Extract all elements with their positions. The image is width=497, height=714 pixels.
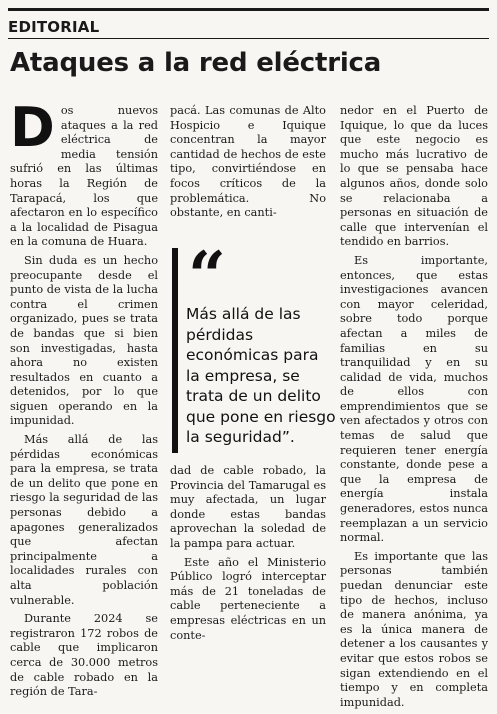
headline: Ataques a la red eléctrica [10, 48, 382, 78]
section-label: EDITORIAL [8, 18, 100, 36]
paragraph: Durante 2024 se registraron 172 robos de cable que implicaron cerca de 30.000 metros de cable robado en la región de Tara- [10, 612, 158, 699]
column-2-bottom [170, 464, 326, 647]
paragraph: nedor en el Puerto de Iquique, lo que da luces que este negocio es mucho más lucrativo de lo que se pensaba hace algunos años, donde solo se relacionaba a personas en situación de calle que intervenían el tendido en barrios. [340, 104, 488, 249]
paragraph [10, 96, 158, 250]
paragraph: Es importante, entonces, que estas investigaciones avancen con mayor celeridad, sobre todo porque afectan a miles de familias en su tranquilidad y en su calidad de vida, muchos de ellos con emprendimientos que se ven afectados y otros con temas de salud que requieren tener energía constante, donde pese a que la empresa de energía instala generadores, estos nunca reemplazan a un servicio normal. [340, 253, 488, 545]
paragraph: dad de cable robado, la Provincia del Tamarugal es muy afectada, un lugar donde estas bandas aprovechan la soledad de la pampa para actuar. [170, 464, 326, 550]
paragraph: Este año el Ministerio Público logró interceptar más de 21 toneladas de cable perteneciente a empresas eléctricas en un conte- [170, 555, 326, 642]
paragraph: Es importante que las personas también puedan denunciar este tipo de hechos, incluso de manera anónima, ya es la única manera de detener a los causantes y evitar que estos robos se sigan extendiendo en el tiempo y en completa impunidad. [340, 549, 488, 709]
column-1 [10, 96, 158, 704]
top-rule [8, 8, 489, 11]
paragraph: Más allá de las pérdidas económicas para la empresa, se trata de un delito que pone en riesgo la seguridad de las personas debido a apagones generalizados que afectan principalmente a localidades rurales con alta población vulnerable. [10, 433, 158, 607]
pull-quote [172, 237, 338, 453]
quote-mark-icon: “ [188, 237, 226, 315]
paragraph: Sin duda es un hecho preocupante desde el punto de vista de la lucha contra el crimen organizado, pues se trata de bandas que si bien son investigadas, hasta ahora no existen resultados en cuanto a detenidos, por lo que siguen operando en la impunidad. [10, 253, 158, 428]
section-divider [8, 38, 489, 39]
drop-cap: D [10, 96, 55, 159]
pull-quote-text: Más allá de las pérdidas económicas para la empresa, se trata de un delito que pone en riesgo la seguridad”. [186, 305, 336, 446]
column-3 [340, 104, 488, 714]
paragraph-text: os nuevos ataques a la red eléctrica de media tensión sufrió en las últimas horas la Región de Tarapacá, los que afectaron en lo específico a la localidad de Pisagua en la comuna de Huara. [10, 104, 158, 249]
paragraph: pacá. Las comunas de Alto Hospicio e Iquique concentran la mayor cantidad de hechos de este tipo, convirtiéndose en focos críticos de la problemática. No obstante, en canti- [170, 104, 326, 220]
column-2-top [170, 104, 326, 225]
